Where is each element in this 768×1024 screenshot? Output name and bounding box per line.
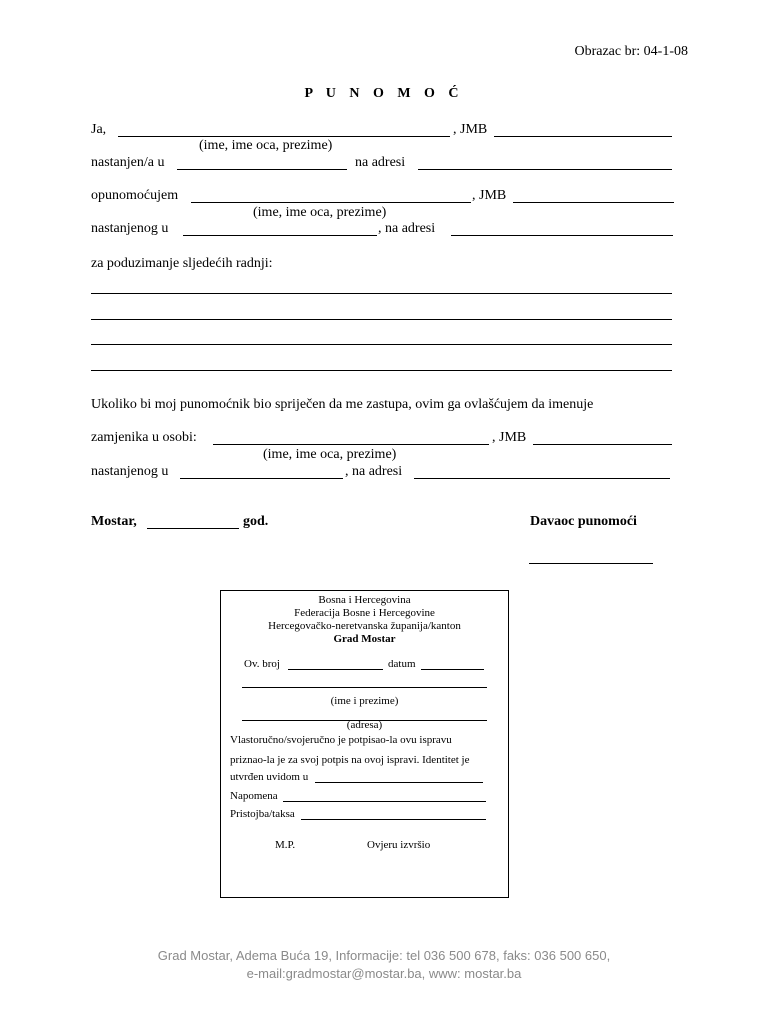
cert-fee-label: Pristojba/taksa: [230, 808, 295, 820]
principal-residing-label: nastanjen/a u: [91, 155, 165, 170]
cert-canton: Hercegovačko-neretvanska županija/kanton: [268, 620, 461, 632]
cert-date-line[interactable]: [421, 669, 484, 670]
place-label: Mostar,: [91, 514, 137, 529]
cert-note-line[interactable]: [283, 801, 486, 802]
principal-jmb-line[interactable]: [494, 136, 672, 137]
date-line[interactable]: [147, 528, 239, 529]
principal-jmb-label: , JMB: [453, 122, 488, 137]
cert-city: Grad Mostar: [333, 633, 396, 645]
substitute-address-label: , na adresi: [345, 464, 403, 479]
cert-identity-line[interactable]: [315, 782, 483, 783]
cert-text-line2: priznao-la je za svoj potpis na ovoj ispravi. Identitet je: [230, 754, 470, 766]
substitute-jmb-label: , JMB: [492, 430, 527, 445]
principal-name-hint: (ime, ime oca, prezime): [199, 138, 333, 153]
agent-jmb-line[interactable]: [513, 202, 674, 203]
tasks-label: za poduzimanje sljedećih radnji:: [91, 256, 273, 271]
substitute-address-line[interactable]: [414, 478, 670, 479]
substitute-sentence: Ukoliko bi moj punomoćnik bio spriječen da me zastupa, ovim ga ovlašćujem da imenuje: [91, 397, 594, 412]
substitute-residing-label: nastanjenog u: [91, 464, 169, 479]
substitute-name-hint: (ime, ime oca, prezime): [263, 447, 397, 462]
cert-address-hint: (adresa): [346, 719, 383, 731]
substitute-name-line[interactable]: [213, 444, 489, 445]
cert-text-line1: Vlastoručno/svojeručno je potpisao-la ovu ispravu: [230, 734, 452, 746]
agent-name-line[interactable]: [191, 202, 471, 203]
authorize-label: opunomoćujem: [91, 188, 179, 203]
agent-name-hint: (ime, ime oca, prezime): [253, 205, 387, 220]
cert-seal-label: M.P.: [275, 839, 296, 851]
agent-residence-line[interactable]: [183, 235, 377, 236]
tasks-line-3[interactable]: [91, 344, 672, 345]
substitute-label: zamjenika u osobi:: [91, 430, 197, 445]
cert-country: Bosna i Hercegovina: [318, 594, 411, 606]
document-title: P U N O M O Ć: [304, 86, 464, 101]
grantor-label: Davaoc punomoći: [530, 514, 637, 529]
agent-residing-label: nastanjenog u: [91, 221, 169, 236]
footer-web: e-mail:gradmostar@mostar.ba, www: mostar.ba: [246, 966, 522, 981]
substitute-jmb-line[interactable]: [533, 444, 672, 445]
agent-address-label: , na adresi: [378, 221, 436, 236]
grantor-signature-line[interactable]: [529, 563, 653, 564]
ja-label: Ja,: [91, 122, 107, 137]
year-suffix: god.: [243, 514, 269, 529]
cert-certified-by: Ovjeru izvršio: [367, 839, 431, 851]
tasks-line-1[interactable]: [91, 293, 672, 294]
cert-date-label: datum: [388, 658, 416, 670]
principal-name-line[interactable]: [118, 136, 450, 137]
cert-federation: Federacija Bosne i Hercegovine: [294, 607, 435, 619]
substitute-residence-line[interactable]: [180, 478, 343, 479]
cert-text-line3: utvrđen uvidom u: [230, 771, 309, 783]
agent-address-line[interactable]: [451, 235, 673, 236]
principal-residence-line[interactable]: [177, 169, 347, 170]
cert-name-line[interactable]: [242, 687, 487, 688]
cert-note-label: Napomena: [230, 790, 278, 802]
certification-box: [220, 590, 509, 898]
cert-fee-line[interactable]: [301, 819, 486, 820]
tasks-line-2[interactable]: [91, 319, 672, 320]
principal-address-line[interactable]: [418, 169, 672, 170]
cert-ov-label: Ov. broj: [244, 658, 280, 670]
footer-contact: Grad Mostar, Adema Buća 19, Informacije: tel 036 500 678, faks: 036 500 650,: [157, 948, 611, 963]
principal-address-label: na adresi: [355, 155, 406, 170]
form-number: Obrazac br: 04-1-08: [574, 44, 688, 59]
tasks-line-4[interactable]: [91, 370, 672, 371]
cert-name-hint: (ime i prezime): [330, 695, 399, 707]
cert-ov-line[interactable]: [288, 669, 383, 670]
agent-jmb-label: , JMB: [472, 188, 507, 203]
